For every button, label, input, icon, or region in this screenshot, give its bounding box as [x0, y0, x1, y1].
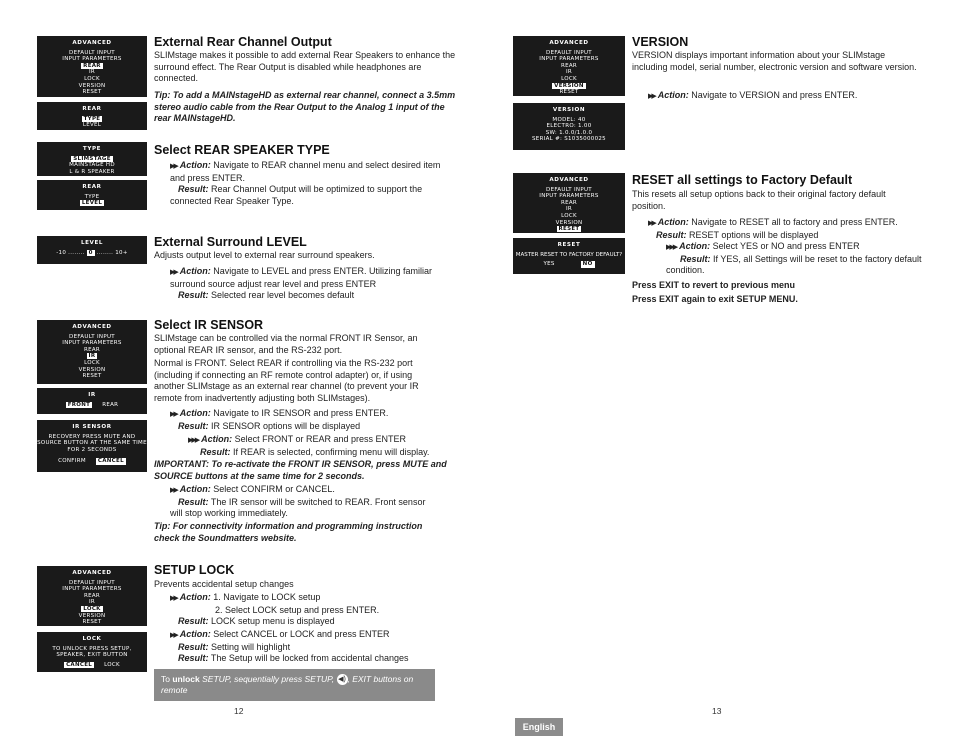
- arrow-icon: ▶▶▶: [188, 437, 199, 444]
- rear-output-body: SLIMstage makes it possible to add external Rear Speakers to enhance the surround effect. The Rear Output is disabled while headphones are connected.: [154, 50, 456, 84]
- reset-steps-2: ▶▶▶ Action: Select YES or NO and press ENTER Result: If YES, all Settings will be reset to the factory default condition.: [666, 241, 922, 276]
- arrow-icon: ▶▶: [170, 595, 177, 602]
- setup-lock-steps-2: ▶▶ Action: Select CANCEL or LOCK and press ENTER Result: Setting will highlight Result: The Setup will be locked from accidental changes: [170, 629, 409, 664]
- speaker-icon: ◀): [338, 676, 346, 684]
- lcd-advanced-version: ADVANCED DEFAULT INPUT INPUT PARAMETERS REAR IR LOCK VERSION RESET: [513, 36, 625, 96]
- arrow-icon: ▶▶: [170, 487, 177, 494]
- ir-sensor-p1: SLIMstage can be controlled via the normal FRONT IR Sensor, an optional REAR IR sensor, and the RS-232 port.: [154, 333, 418, 355]
- lcd-rear-level: REAR TYPE LEVEL: [37, 180, 147, 210]
- speaker-type-steps: ▶▶ Action: Navigate to REAR channel menu and select desired item and press ENTER. Result: Rear Channel Output will be optimized to support the connected Rear Speaker Type.: [170, 160, 441, 206]
- arrow-icon: ▶▶: [170, 163, 177, 170]
- arrow-icon: ▶▶: [648, 93, 655, 100]
- heading-version: VERSION: [632, 35, 689, 49]
- lcd-reset: RESET MASTER RESET TO FACTORY DEFAULT? YES NO: [513, 238, 625, 274]
- heading-setup-lock: SETUP LOCK: [154, 563, 235, 577]
- reset-body: This resets all setup options back to their original factory default position.: [632, 189, 886, 211]
- arrow-icon: ▶▶: [170, 411, 177, 418]
- lcd-level: LEVEL -10 ........ 0 ........ 10+: [37, 236, 147, 264]
- language-tab: English: [515, 718, 563, 736]
- exit-instruction-1: Press EXIT to revert to previous menu: [632, 280, 796, 290]
- version-body: VERSION displays important information about your SLIMstage including model, serial number, electronic version and software version.: [632, 50, 917, 72]
- setup-lock-steps-1: ▶▶ Action: 1. Navigate to LOCK setup 2. Select LOCK setup and press ENTER. Result: LOCK setup menu is displayed: [170, 592, 380, 627]
- lcd-advanced-reset: ADVANCED DEFAULT INPUT INPUT PARAMETERS REAR IR LOCK VERSION RESET: [513, 173, 625, 233]
- arrow-icon: ▶▶: [170, 632, 177, 639]
- lcd-lock: LOCK TO UNLOCK PRESS SETUP, SPEAKER, EXIT BUTTON CANCEL LOCK: [37, 632, 147, 672]
- ir-sensor-steps-1: ▶▶ Action: Navigate to IR SENSOR and press ENTER. Result: IR SENSOR options will be displayed: [170, 408, 389, 431]
- lcd-rear-menu: REAR TYPE LEVEL: [37, 102, 147, 130]
- page-number-right: 13: [712, 706, 722, 716]
- lcd-advanced-lock: ADVANCED DEFAULT INPUT INPUT PARAMETERS REAR IR LOCK VERSION RESET: [37, 566, 147, 626]
- arrow-icon: ▶▶: [648, 220, 655, 227]
- ir-sensor-steps-3: ▶▶ Action: Select CONFIRM or CANCEL. Result: The IR sensor will be switched to REAR. Front sensor will stop working immediately.: [170, 484, 426, 519]
- heading-ir-sensor: Select IR SENSOR: [154, 318, 264, 332]
- lcd-version: VERSION MODEL: 40 ELECTRO: 1.00 SW: 1.0.0/1.0.0 SERIAL #: S1035000025: [513, 103, 625, 150]
- heading-reset: RESET all settings to Factory Default: [632, 173, 853, 187]
- ir-sensor-p2: Normal is FRONT. Select REAR if controlling via the RS-232 port (including if connecting an RF remote control adapter) or, if using another SLIMstage as an external rear channel (to prevent your IR remote from inadvertently adjusting both SLIMstages).: [154, 358, 419, 403]
- ir-sensor-steps-2: ▶▶▶ Action: Select FRONT or REAR and press ENTER Result: If REAR is selected, confirming menu will display.: [188, 434, 430, 457]
- reset-steps-1: ▶▶ Action: Navigate to RESET all to factory and press ENTER. Result: RESET options will be displayed: [648, 217, 898, 240]
- surround-level-steps: ▶▶ Action: Navigate to LEVEL and press ENTER. Utilizing familiar surround source adjust rear level and press ENTER Result: Selected rear level becomes default: [170, 266, 433, 301]
- lcd-ir: IR FRONT REAR: [37, 388, 147, 414]
- heading-surround-level: External Surround LEVEL: [154, 235, 307, 249]
- setup-lock-body: Prevents accidental setup changes: [154, 579, 294, 589]
- heading-rear-output: External Rear Channel Output: [154, 35, 332, 49]
- arrow-icon: ▶▶▶: [666, 244, 677, 251]
- lcd-ir-sensor: IR SENSOR RECOVERY PRESS MUTE AND SOURCE BUTTON AT THE SAME TIME FOR 2 SECONDS CONFIRM CANCEL: [37, 420, 147, 472]
- ir-sensor-important: IMPORTANT: To re-activate the FRONT IR SENSOR, press MUTE and SOURCE buttons at the same time for 2 seconds.: [154, 459, 447, 481]
- arrow-icon: ▶▶: [170, 269, 177, 276]
- ir-sensor-tip: Tip: For connectivity information and programming instruction check the Soundmatters website.: [154, 521, 423, 543]
- lcd-type-menu: TYPE SLIMSTAGE MAINSTAGE HD L & R SPEAKER: [37, 142, 147, 176]
- exit-instruction-2: Press EXIT again to exit SETUP MENU.: [632, 294, 798, 304]
- unlock-note: To unlock SETUP, sequentially press SETUP, ◀) , EXIT buttons on remote: [154, 669, 435, 701]
- page-number-left: 12: [234, 706, 244, 716]
- lcd-advanced-rear: ADVANCED DEFAULT INPUT INPUT PARAMETERS REAR IR LOCK VERSION RESET: [37, 36, 147, 97]
- heading-speaker-type: Select REAR SPEAKER TYPE: [154, 143, 330, 157]
- rear-output-tip: Tip: To add a MAINstageHD as external rear channel, connect a 3.5mm stereo audio cable from the Rear Output to the Analog 1 input of the rear MAINstageHD.: [154, 90, 456, 124]
- surround-level-body: Adjusts output level to external rear surround speakers.: [154, 250, 375, 260]
- lcd-advanced-ir: ADVANCED DEFAULT INPUT INPUT PARAMETERS REAR IR LOCK VERSION RESET: [37, 320, 147, 384]
- version-steps: ▶▶ Action: Navigate to VERSION and press ENTER.: [648, 90, 858, 100]
